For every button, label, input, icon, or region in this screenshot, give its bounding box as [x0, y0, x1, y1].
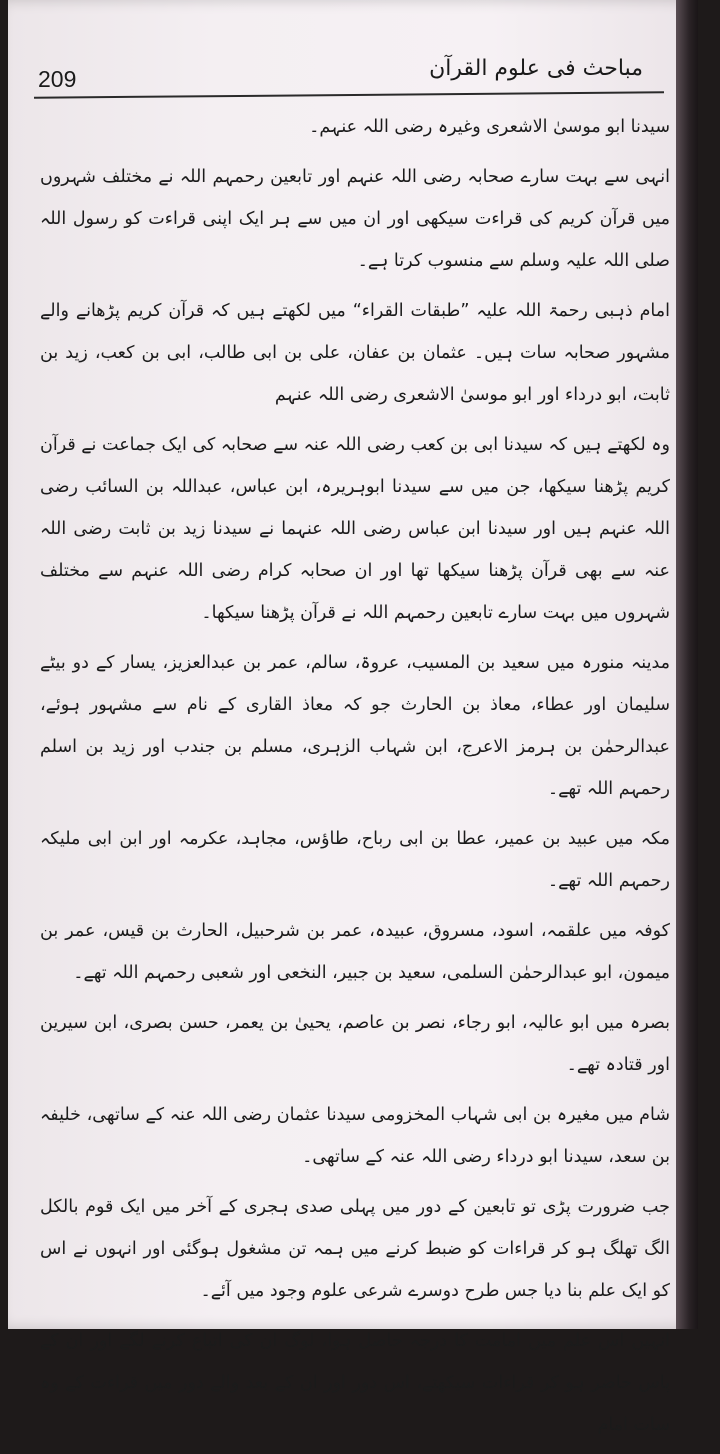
- paragraph: مدینہ منورہ میں سعید بن المسیب، عروۃ، سالم، عمر بن عبدالعزیز، یسار کے دو بیٹے سلیمان اور عطاء، معاذ بن الحارث جو کہ معاذ القاری کے نام سے مشہور ہوئے، عبدالرحمٰن بن ہرمز الاعرج، ابن شہاب الزہری، مسلم بن جندب اور زید بن اسلم رحمہم اللہ تھے۔: [40, 653, 670, 799]
- paragraph: شام میں مغیرہ بن ابی شہاب المخزومی سیدنا عثمان رضی اللہ عنہ کے ساتھی، خلیفہ بن سعد، سیدنا ابو درداء رضی اللہ عنہ کے ساتھی۔: [40, 1105, 670, 1167]
- paragraph: کوفہ میں علقمہ، اسود، مسروق، عبیدہ، عمر بن شرحبیل، الحارث بن قیس، عمر بن میمون، ابو عبدالرحمٰن السلمی، سعید بن جبیر، النخعی اور شعبی رحمہم اللہ تھے۔: [40, 921, 670, 983]
- book-spine: [676, 0, 698, 1329]
- paragraph: امام ذہبی رحمۃ اللہ علیہ ”طبقات القراء“ میں لکھتے ہیں کہ قرآن کریم پڑھانے والے مشہور صحابہ سات ہیں۔ عثمان بن عفان، علی بن ابی طالب، ابی بن کعب، زید بن ثابت، ابو درداء اور ابو موسیٰ الاشعری رضی اللہ عنہم: [40, 301, 670, 405]
- paragraph: بصرہ میں ابو عالیہ، ابو رجاء، نصر بن عاصم، یحییٰ بن یعمر، حسن بصری، ابن سیرین اور قتادہ تھے۔: [40, 1013, 670, 1075]
- paragraph: انہی سے بہت سارے صحابہ رضی اللہ عنہم اور تابعین رحمہم اللہ نے مختلف شہروں میں قرآن کریم کی قراءت سیکھی اور ان میں سے ہر ایک اپنی قراءت کو رسول اللہ صلی اللہ علیہ وسلم سے منسوب کرتا ہے۔: [40, 167, 670, 271]
- paragraph: جب ضرورت پڑی تو تابعین کے دور میں پہلی صدی ہجری کے آخر میں ایک قوم بالکل الگ تھلگ ہو کر قراءات کو ضبط کرنے میں ہمہ تن مشغول ہوگئی اور انہوں نے اس کو ایک علم بنا دیا جس طرح دوسرے شرعی علوم وجود میں آئے۔: [40, 1197, 670, 1301]
- paragraph: مکہ میں عبید بن عمیر، عطا بن ابی رباح، طاؤس، مجاہد، عکرمہ اور ابن ابی ملیکہ رحمہم اللہ تھے۔: [40, 829, 670, 891]
- running-header: مباحث فی علوم القرآن: [429, 56, 643, 81]
- page-number: 209: [38, 66, 77, 92]
- header-rule: [34, 91, 664, 98]
- paragraph: سیدنا ابو موسیٰ الاشعری وغیرہ رضی اللہ عنہم۔: [309, 117, 670, 137]
- body-text: [40, 106, 670, 1454]
- book-page: [8, 0, 698, 1435]
- paragraph: انہیں اس علم میں امامت کا درجہ حاصل ہوا، لوگ ان کی اتباع کرنے لگے اور ان کے پاس حاضر ہو کر قراءات سیکھتے، اس دور اور ان کے بعد والے دور میں قراءت کے وہ سات امام: [40, 1331, 670, 1435]
- paragraph: وہ لکھتے ہیں کہ سیدنا ابی بن کعب رضی اللہ عنہ سے صحابہ کی ایک جماعت نے قرآن کریم پڑھنا سیکھا، جن میں سے سیدنا ابوہریرہ، ابن عباس، عبداللہ بن السائب رضی اللہ عنہم ہیں اور سیدنا ابن عباس رضی اللہ عنہما نے سیدنا زید بن ثابت رضی اللہ عنہ سے بھی قرآن پڑھنا سیکھا تھا اور ان صحابہ کرام رضی اللہ عنہم سے مختلف شہروں میں بہت سارے تابعین رحمہم اللہ نے قرآن پڑھنا سیکھا۔: [40, 435, 670, 623]
